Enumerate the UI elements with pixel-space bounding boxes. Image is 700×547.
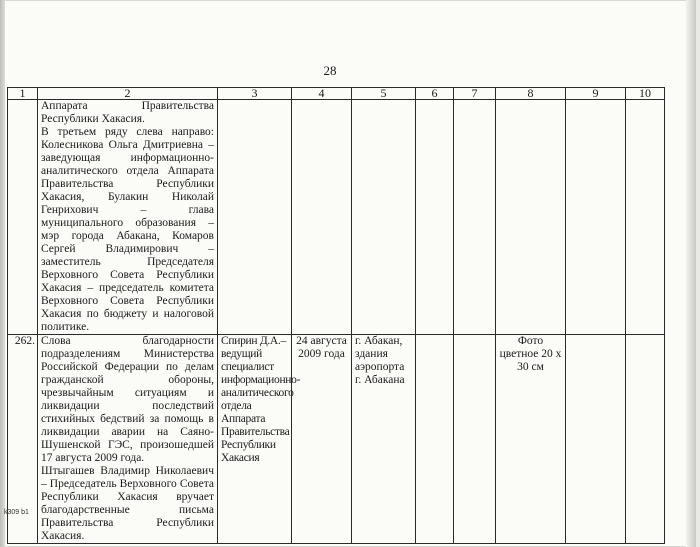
archive-stamp: k309 b1: [4, 509, 29, 516]
date-cell: 24 августа 2009 года: [292, 335, 352, 544]
column-header: 9: [566, 88, 626, 100]
place-cell: г. Абакан, здания аэропорта г. Абакана: [352, 335, 416, 544]
date-cell: [292, 100, 352, 335]
column-6-cell: [416, 100, 454, 335]
description-cell: [38, 335, 218, 544]
column-9-cell: [566, 100, 626, 335]
author-cell: Спирин Д.А.– ведущий специалист информационно-аналитического отдела Аппарата Правительства Республики Хакасия: [218, 335, 292, 544]
column-header: 4: [292, 88, 352, 100]
column-header: 8: [496, 88, 566, 100]
column-9-cell: [566, 335, 626, 544]
column-header: 2: [38, 88, 218, 100]
column-header: 7: [454, 88, 496, 100]
description-paragraph: Слова благодарности подразделениям Министерства Российской Федерации по делам гражданской обороны, чрезвычайным ситуациям и ликвидации последствий стихийных бедствий за помощь в ликвидации аварии на Саяно-Шушенской ГЭС, произошедшей 17 августа 2009 года.: [41, 335, 214, 464]
column-header: 3: [218, 88, 292, 100]
description-paragraph: В третьем ряду слева направо: Колесникова Ольга Дмитриевна – заведующая информационно-аналитического отдела Аппарата Правительства Республики Хакасия, Булакин Николай Генрихович – глава муниципального образования – мэр города Абакана, Комаров Сергей Владимирович – заместитель Председателя Верховного Совета Республики Хакасия – председатель комитета Верховного Совета Республики Хакасия по бюджету и налоговой политике.: [41, 126, 214, 333]
column-6-cell: [416, 335, 454, 544]
column-header: 10: [626, 88, 665, 100]
format-cell: [496, 100, 566, 335]
description-paragraph: Штыгашев Владимир Николаевич – Председатель Верховного Совета Республики Хакасия вручает благодарственные письма Правительства Республики Хакасия.: [41, 465, 214, 542]
description-paragraph: Аппарата Правительства Республики Хакасия.: [41, 100, 214, 125]
page-edge-shadow: [686, 0, 696, 547]
page-number: 28: [323, 63, 337, 78]
table-row: [8, 335, 665, 544]
format-cell: Фото цветное 20 х 30 см: [496, 335, 566, 544]
column-header: 1: [8, 88, 38, 100]
column-7-cell: [454, 100, 496, 335]
column-number-row: [8, 88, 665, 100]
column-7-cell: [454, 335, 496, 544]
column-header: 6: [416, 88, 454, 100]
place-cell: [352, 100, 416, 335]
column-10-cell: [626, 335, 665, 544]
author-cell: [218, 100, 292, 335]
description-cell: [38, 100, 218, 335]
inventory-table: [7, 87, 665, 544]
column-10-cell: [626, 100, 665, 335]
row-number: [8, 100, 38, 335]
row-number: 262.: [8, 335, 38, 544]
column-header: 5: [352, 88, 416, 100]
table-row: [8, 100, 665, 335]
